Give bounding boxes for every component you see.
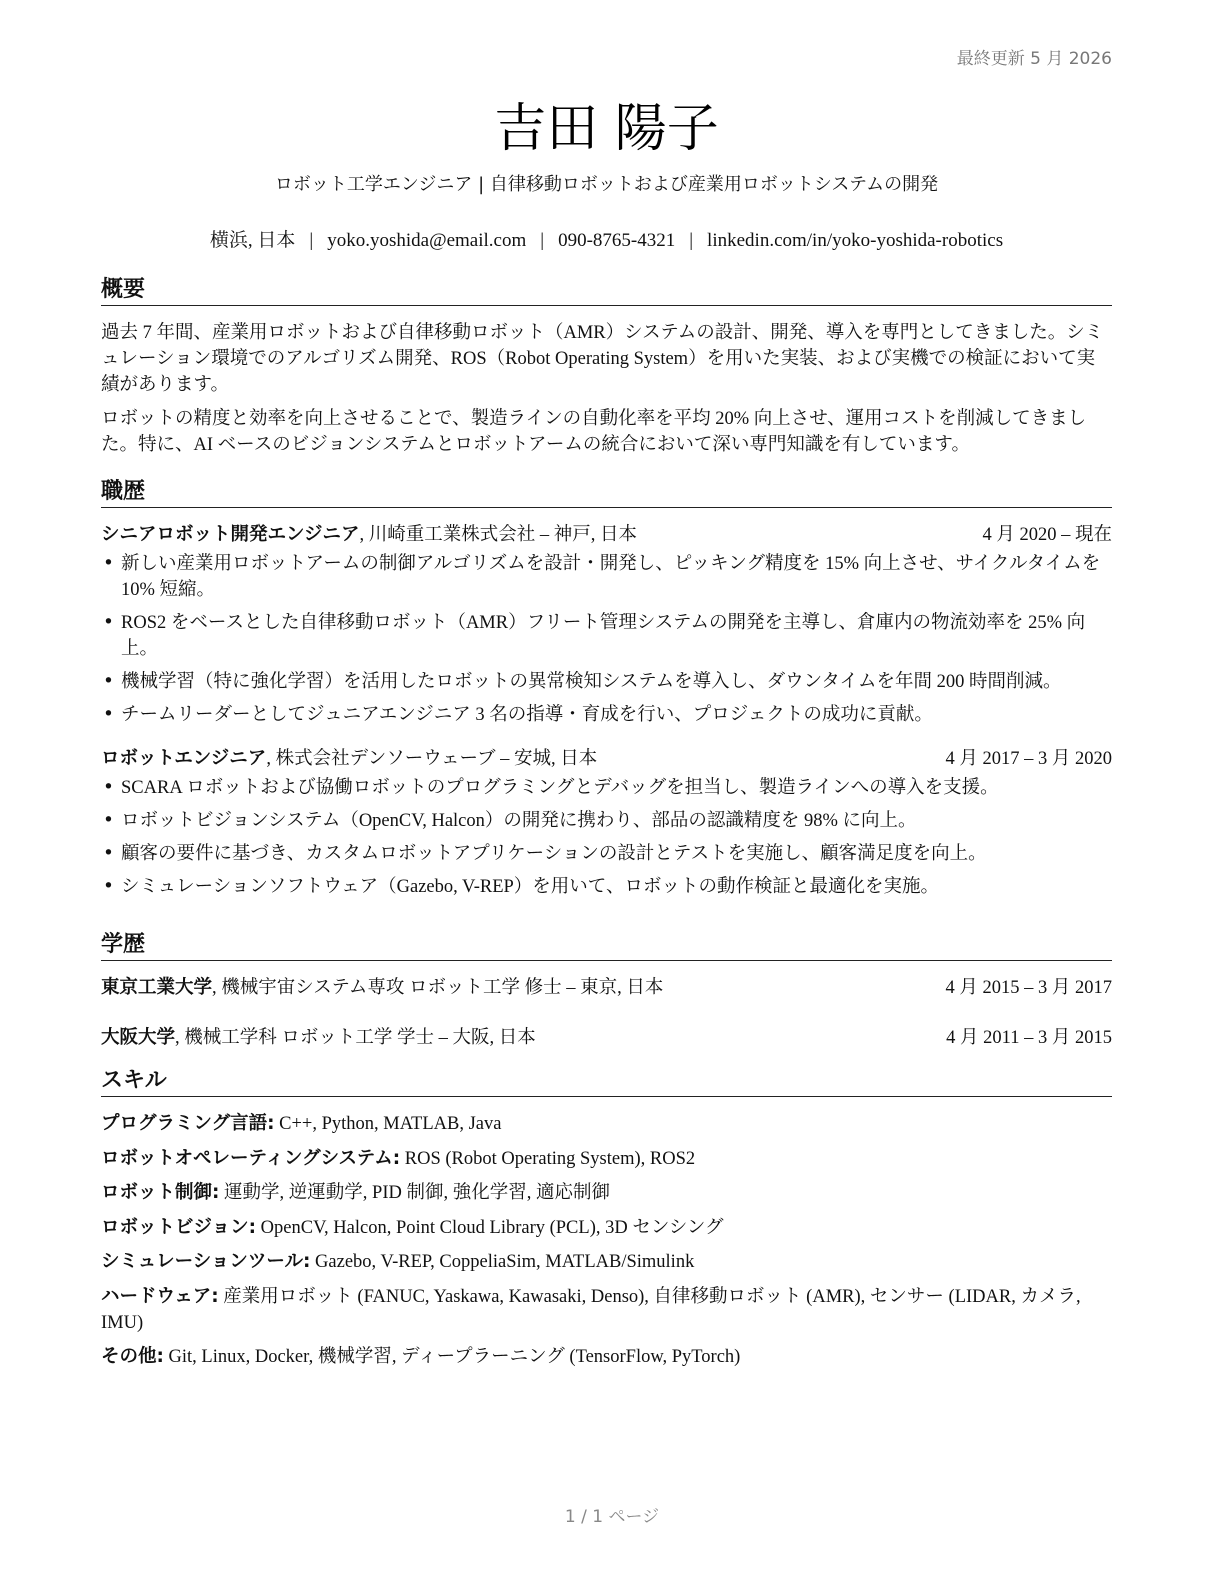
education-dates: 4 月 2011 – 3 月 2015 xyxy=(946,1028,1112,1048)
section-title: 学歴 xyxy=(101,931,1112,961)
summary-paragraph: 過去 7 年間、産業用ロボットおよび自律移動ロボット（AMR）システムの設計、開発、導入を専門としてきました。シミュレーション環境でのアルゴリズム開発、ROS（Robot Operating System）を用いた実装、および実機での検証において実績があります。 xyxy=(101,323,1104,395)
skill-label: シミュレーションツール: xyxy=(101,1251,311,1272)
job-entry xyxy=(101,746,1112,900)
section-title: スキル xyxy=(101,1067,1112,1097)
education-section xyxy=(101,931,1112,1051)
education-entry xyxy=(101,1025,1112,1051)
candidate-name: 吉田 陽子 xyxy=(494,99,719,159)
summary-section xyxy=(101,276,1112,458)
job-header xyxy=(101,522,1112,548)
skill-label: ロボット制御: xyxy=(101,1182,220,1203)
contact-line xyxy=(101,225,1112,252)
contact-location: 横浜, 日本 xyxy=(209,230,296,251)
skill-row xyxy=(101,1249,1112,1275)
headline: ロボット工学エンジニア | 自律移動ロボットおよび産業用ロボットシステムの開発 xyxy=(274,174,939,195)
page-number: 1 / 1 ページ xyxy=(564,1507,660,1527)
school-name: 大阪大学 xyxy=(101,1027,176,1048)
job-bullet: • SCARA ロボットおよび協働ロボットのプログラミングとデバッグを担当し、製造ラインへの導入を支援。 xyxy=(101,775,1112,801)
last-updated: 最終更新 5 月 2026 xyxy=(956,49,1112,69)
job-bullet: • チームリーダーとしてジュニアエンジニア 3 名の指導・育成を行い、プロジェクトの成功に貢献。 xyxy=(101,702,1112,728)
skill-row xyxy=(101,1215,1112,1241)
separator: | xyxy=(689,230,694,251)
job-dates: 4 月 2017 – 3 月 2020 xyxy=(945,749,1112,769)
skill-value: Git, Linux, Docker, 機械学習, ディープラーニング (TensorFlow, PyTorch) xyxy=(163,1347,741,1367)
skill-row xyxy=(101,1180,1112,1206)
contact-phone[interactable]: 090-8765-4321 xyxy=(558,230,676,251)
skills-section xyxy=(101,1067,1112,1379)
skill-label: ロボットオペレーティングシステム: xyxy=(101,1147,401,1169)
skill-value: OpenCV, Halcon, Point Cloud Library (PCL), 3D センシング xyxy=(256,1217,724,1238)
contact-email[interactable]: yoko.yoshida@email.com xyxy=(327,230,527,251)
job-org: , 株式会社デンソーウェーブ – 安城, 日本 xyxy=(266,749,598,769)
skill-label: その他: xyxy=(101,1346,164,1367)
experience-section xyxy=(101,478,1112,907)
job-bullet: • ROS2 をベースとした自律移動ロボット（AMR）フリート管理システムの開発を主導し、倉庫内の物流効率を 25% 向上。 xyxy=(101,610,1112,662)
skills-list xyxy=(101,1111,1112,1370)
job-bullet: • ロボットビジョンシステム（OpenCV, Halcon）の開発に携わり、部品の認識精度を 98% に向上。 xyxy=(101,808,1112,834)
summary-paragraph: ロボットの精度と効率を向上させることで、製造ラインの自動化率を平均 20% 向上させ、運用コストを削減してきました。特に、AI ベースのビジョンシステムとロボットアームの統合において深い専門知識を有しています。 xyxy=(101,409,1087,455)
job-header xyxy=(101,746,1112,772)
job-dates: 4 月 2020 – 現在 xyxy=(982,525,1112,545)
skill-value: 産業用ロボット (FANUC, Yaskawa, Kawasaki, Denso), 自律移動ロボット (AMR), センサー (LIDAR, カメラ, IMU) xyxy=(101,1286,1081,1333)
skill-value: ROS (Robot Operating System), ROS2 xyxy=(400,1148,696,1169)
skill-row xyxy=(101,1284,1112,1336)
skill-row xyxy=(101,1111,1112,1137)
skill-row xyxy=(101,1344,1112,1370)
skill-row xyxy=(101,1146,1112,1172)
job-bullet: • 顧客の要件に基づき、カスタムロボットアプリケーションの設計とテストを実施し、顧客満足度を向上。 xyxy=(101,841,1112,867)
school-name: 東京工業大学 xyxy=(101,977,213,998)
job-entry xyxy=(101,522,1112,728)
skill-label: プログラミング言語: xyxy=(101,1113,275,1134)
skill-value: Gazebo, V-REP, CoppeliaSim, MATLAB/Simulink xyxy=(310,1252,695,1272)
job-org: , 川崎重工業株式会社 – 神戸, 日本 xyxy=(359,525,638,545)
skill-label: ハードウェア: xyxy=(101,1285,219,1307)
job-bullets xyxy=(101,551,1112,728)
contact-linkedin[interactable]: linkedin.com/in/yoko-yoshida-robotics xyxy=(707,230,1004,251)
section-title: 職歴 xyxy=(101,478,1112,508)
education-dates: 4 月 2015 – 3 月 2017 xyxy=(945,978,1112,998)
education-entry xyxy=(101,975,1112,1001)
job-bullet: • 機械学習（特に強化学習）を活用したロボットの異常検知システムを導入し、ダウンタイムを年間 200 時間削減。 xyxy=(101,669,1112,695)
job-bullets xyxy=(101,775,1112,900)
skill-value: 運動学, 逆運動学, PID 制御, 強化学習, 適応制御 xyxy=(219,1183,610,1203)
separator: | xyxy=(309,230,314,251)
job-bullet: • 新しい産業用ロボットアームの制御アルゴリズムを設計・開発し、ピッキング精度を 15% 向上させ、サイクルタイムを 10% 短縮。 xyxy=(101,551,1112,603)
job-bullet: • シミュレーションソフトウェア（Gazebo, V-REP）を用いて、ロボットの動作検証と最適化を実施。 xyxy=(101,874,1112,900)
job-role: ロボットエンジニア xyxy=(101,748,267,769)
job-role: シニアロボット開発エンジニア xyxy=(101,524,360,545)
skill-label: ロボットビジョン: xyxy=(101,1216,257,1238)
separator: | xyxy=(540,230,545,251)
skill-value: C++, Python, MATLAB, Java xyxy=(274,1114,502,1134)
section-title: 概要 xyxy=(101,276,1112,306)
degree-detail: , 機械工学科 ロボット工学 学士 – 大阪, 日本 xyxy=(175,1028,536,1048)
degree-detail: , 機械宇宙システム専攻 ロボット工学 修士 – 東京, 日本 xyxy=(212,978,664,998)
